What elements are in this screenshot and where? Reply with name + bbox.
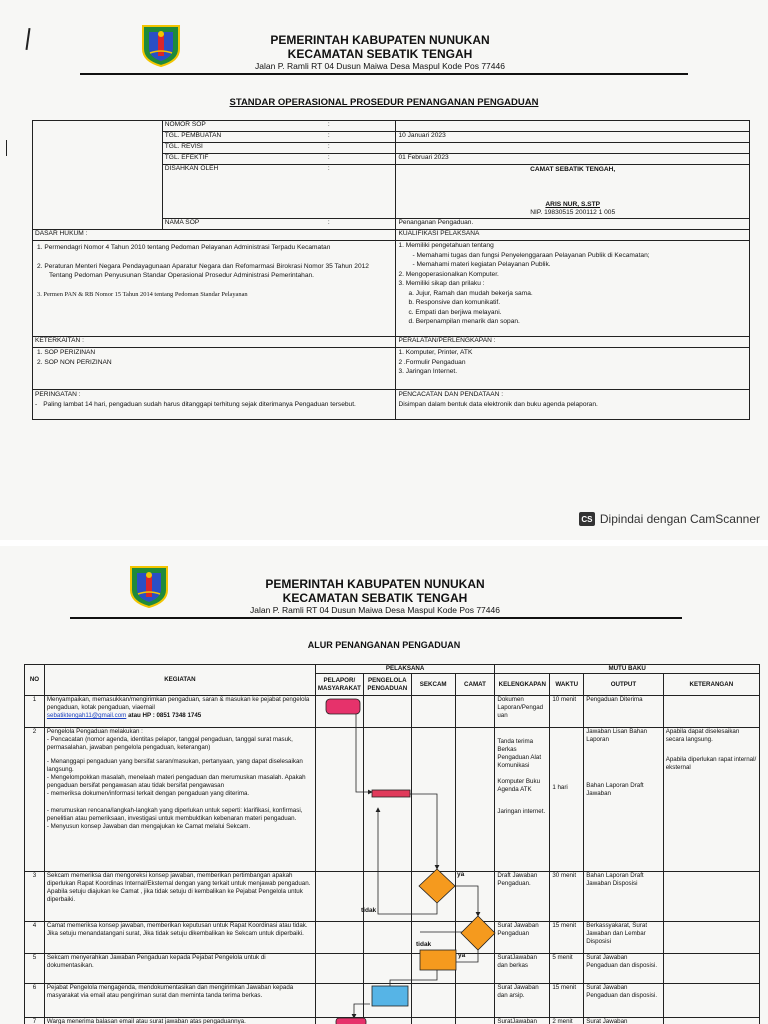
flow-label-ya: ya	[457, 871, 465, 878]
camat-title: CAMAT SEBATIK TENGAH,	[530, 166, 616, 173]
email-link[interactable]: sebatiktengah11@gmail.com	[46, 712, 127, 720]
kualifikasi-item: c. Empati dan berjiwa melayani.	[408, 308, 502, 316]
row-kelengkapan: SuratJawaban	[495, 1018, 550, 1024]
row-kelengkapan: Dokumen Laporan/Pengad uan	[495, 696, 550, 728]
dasar-hukum-item: 2. Peraturan Menteri Negara Pendayagunaan Aparatur Negara dan Refomarmasi Birokrasi Nomor 35 Tahun 2012 Tentang Pedoman Penyusunan Standar Operasional Prosedur Administrasi Pemerintahan.	[37, 262, 369, 280]
row-output: Surat Jawaban	[584, 1018, 664, 1024]
nama-sop-label: NAMA SOP	[162, 219, 262, 230]
colon: :	[262, 219, 396, 230]
tgl-revisi-label: TGL. REVISI	[162, 143, 262, 154]
disahkan-label: DISAHKAN OLEH	[162, 165, 262, 219]
header-address: Jalan P. Ramli RT 04 Dusun Maiwa Desa Maspul Kode Pos 77446	[250, 605, 500, 615]
row-no: 1	[25, 696, 45, 728]
dasar-hukum-item: 1. Permendagri Nomor 4 Tahun 2010 tentang Pedoman Pelayanan Administrasi Terpadu Kecamatan	[37, 244, 331, 251]
col-output: OUTPUT	[584, 674, 664, 696]
header-line2: KECAMATAN SEBATIK TENGAH	[287, 47, 473, 61]
keterangan-a: Apabila dapat diselesaikan secara langsung.	[665, 728, 740, 744]
camat-name: ARIS NUR, S.STP	[545, 201, 601, 209]
kualifikasi-list	[396, 241, 750, 337]
row-kegiatan: Pejabat Pengelola mengagenda, mendokumentasikan dan mengirimkan Jawaban kepada masyarakat via email atau pengiriman surat dan meminta tanda terima berkas.	[44, 984, 315, 1018]
row-output: Pengaduan Diterima	[584, 696, 664, 728]
kualifikasi-item: a. Jujur, Ramah dan mudah bekerja sama.	[408, 289, 533, 297]
row-no: 4	[25, 922, 45, 954]
phone-text: atau HP : 0851 7348 1745	[126, 712, 202, 720]
colon: :	[262, 154, 396, 165]
col-kegiatan: KEGIATAN	[44, 665, 315, 696]
camscanner-logo-icon: CS	[579, 512, 595, 526]
row-waktu: 5 menit	[550, 954, 584, 984]
row-no: 5	[25, 954, 45, 984]
col-sekcam: SEKCAM	[411, 674, 455, 696]
colon: :	[262, 143, 396, 154]
row-waktu: 15 menit	[550, 984, 584, 1018]
waktu-value: 1 hari	[552, 784, 568, 791]
process-box-sekcam	[420, 950, 456, 970]
nomor-value	[396, 121, 750, 132]
colon: :	[262, 165, 396, 219]
dasar-hukum-item: 3. Permen PAN & RB Nomor 15 Tahun 2014 tentang Pedoman Standar Pelayanan	[37, 290, 248, 298]
kelengkapan-c: Jaringan internet.	[497, 808, 546, 816]
output-a: Jawaban Lisan Bahan Laporan	[586, 728, 648, 744]
peralatan-item: 1. Komputer, Printer, ATK	[398, 349, 473, 356]
keterangan-b: Apabila diperlukan rapat internal/ eksternal	[665, 756, 757, 772]
decision-sekcam	[419, 869, 455, 903]
keterkaitan-item: 2. SOP NON PERIZINAN	[37, 358, 112, 366]
peringatan-label: PERINGATAN :	[35, 391, 81, 398]
kualifikasi-item: - Memahami tugas dan fungsi Penyelenggaraan Pelayanan Publik di Kecamatan;	[412, 251, 650, 259]
col-pelaksana: PELAKSANA	[315, 665, 494, 674]
row-kegiatan-text: Menyampaikan, memasukkan/mengirimkan pengaduan, saran & masukan ke pejabat pengelola pengaduan, kotak pengaduan, viaemail	[46, 696, 310, 712]
scan-mark	[25, 28, 30, 50]
row-kegiatan-line: - merumuskan rencana/langkah-langkah yang diperlukan untuk seperti: klarifikasi, konfirmasi, penelitian atau pemeriksaan, investigasi untuk membuktikan kebenaran materi pengaduan.	[46, 806, 303, 822]
sop-title: STANDAR OPERASIONAL PROSEDUR PENANGANAN PENGADUAN	[229, 97, 539, 108]
tgl-pembuatan-label: TGL. PEMBUATAN	[162, 132, 262, 143]
row-waktu: 15 menit	[550, 922, 584, 954]
kualifikasi-item: b. Responsive dan komunikatif.	[408, 299, 501, 307]
row-output: Surat Jawaban Pengaduan dan disposisi.	[584, 984, 664, 1018]
keterkaitan-label: KETERKAITAN :	[33, 337, 396, 348]
row-no: 3	[25, 872, 45, 922]
colon: :	[262, 132, 396, 143]
alur-page	[0, 546, 768, 1024]
output-b: Bahan Laporan Draft Jawaban	[586, 782, 644, 798]
row-kegiatan: Warga menerima balasan email atau surat jawaban atas pengaduannya.	[44, 1018, 315, 1024]
kelengkapan-a: Tanda terima Berkas Pengaduan Alat Komunikasi	[497, 738, 542, 770]
col-camat: CAMAT	[455, 674, 495, 696]
row-kelengkapan: Surat Jawaban dan arsip.	[495, 984, 550, 1018]
col-kelengkapan: KELENGKAPAN	[495, 674, 550, 696]
row-kegiatan: Sekcam memeriksa dan mengoreksi konsep jawaban, memberikan pertimbangan apakah diperlukan Rapat Koordinas Internal/Eksternal dengan yang terkait untuk menjawab pengaduan. Apabila setuju diajukan ke Camat , jika tidak setuju di kembalikan ke Pejabat Pengelola untuk diperbaiki.	[44, 872, 315, 922]
kualifikasi-label: KUALIFIKASI PELAKSANA	[396, 230, 750, 241]
header-line1: PEMERINTAH KABUPATEN NUNUKAN	[270, 33, 490, 47]
col-no: NO	[25, 665, 45, 696]
kelengkapan-b: Komputer Buku Agenda ATK	[497, 778, 541, 794]
keterkaitan-item: 1. SOP PERIZINAN	[37, 349, 96, 356]
peringatan-text: Paling lambat 14 hari, pengaduan sudah harus ditanggapi terhitung sejak diterimanya Pengaduan tersebut.	[43, 400, 356, 408]
col-pengelola: PENGELOLA PENGADUAN	[363, 674, 411, 696]
header-address: Jalan P. Ramli RT 04 Dusun Maiwa Desa Maspul Kode Pos 77446	[255, 61, 505, 71]
dasar-hukum-label: DASAR HUKUM :	[33, 230, 396, 241]
regency-emblem-icon	[140, 23, 182, 67]
row-output: Surat Jawaban Pengaduan dan disposisi.	[584, 954, 664, 984]
camscanner-label: Dipindai dengan CamScanner	[599, 512, 760, 526]
camscanner-watermark	[579, 512, 760, 526]
row-kegiatan-line: - Mengelompokkan masalah, menelaah materi pengaduan dan merumuskan masalah. Apakah pengaduan bersifat pengawasan atau tidak bersifat pengawasan	[46, 774, 306, 790]
row-output: Bahan Laporan Draft Jawaban Disposisi	[584, 872, 664, 922]
kualifikasi-item: 2. Mengoperasionalkan Komputer.	[398, 270, 499, 278]
nomor-label: NOMOR SOP	[162, 121, 262, 132]
row-no: 6	[25, 984, 45, 1018]
kualifikasi-item: d. Berpenampilan menarik dan sopan.	[408, 318, 520, 326]
decision-camat	[461, 916, 495, 950]
scan-mark	[6, 140, 7, 156]
row-kelengkapan: Surat Jawaban Pengaduan	[495, 922, 550, 954]
header-line2: KECAMATAN SEBATIK TENGAH	[282, 591, 468, 605]
row-kegiatan-line: - Menanggapi pengaduan yang bersifat saran/masukan, pertanyaan, yang dapat diselesaikan langsung.	[46, 758, 303, 774]
row-waktu: 30 menit	[550, 872, 584, 922]
row-no: 2	[25, 728, 45, 872]
peralatan-label: PERALATAN/PERLENGKAPAN :	[396, 337, 750, 348]
dasar-hukum-list	[33, 241, 396, 337]
sop-info-table	[32, 120, 750, 420]
peralatan-list	[396, 348, 750, 390]
start-terminator	[326, 699, 360, 714]
flow-label-ya: ya	[458, 952, 466, 959]
peralatan-item: 2 .Formulir Pengaduan	[398, 358, 466, 366]
nama-sop-value: Penanganan Pengaduan.	[396, 219, 750, 230]
header-line1: PEMERINTAH KABUPATEN NUNUKAN	[265, 577, 485, 591]
flow-label-tidak: tidak	[361, 907, 377, 914]
pencacatan-text: Disimpan dalam bentuk data elektronik dan buku agenda pelaporan.	[398, 400, 598, 408]
pencacatan-label: PENCACATAN DAN PENDATAAN :	[398, 391, 504, 398]
row-kegiatan-line: - memeriksa dokumen/informasi terkait dengan pengaduan yang diterima.	[46, 790, 250, 798]
flow-label-tidak: tidak	[416, 941, 432, 948]
row-kegiatan: Sekcam menyerahkan Jawaban Pengaduan kepada Pejabat Pengelola untuk di dokumentasikan.	[44, 954, 315, 984]
row-waktu: 10 menit	[550, 696, 584, 728]
kualifikasi-item: 1. Memiliki pengetahuan tentang	[398, 242, 494, 249]
keterkaitan-list	[33, 348, 396, 390]
kualifikasi-item: - Memahami materi kegiatan Pelayanan Publik.	[412, 261, 551, 269]
camat-nip: NIP. 19830515 200112 1 005	[530, 209, 616, 217]
row-output: Berkassyakarat, Surat Jawaban dan Lembar Disposisi	[584, 922, 664, 954]
tgl-efektif-label: TGL. EFEKTIF	[162, 154, 262, 165]
colon: :	[262, 121, 396, 132]
alur-title: ALUR PENANGANAN PENGADUAN	[307, 640, 461, 650]
peringatan-item	[35, 400, 393, 410]
kualifikasi-item: 3. Memiliki sikap dan prilaku :	[398, 280, 485, 288]
tgl-revisi-value	[396, 143, 750, 154]
row-waktu: 2 menit	[550, 1018, 584, 1024]
header-rule	[80, 73, 688, 75]
flowchart-overlay	[0, 546, 768, 1024]
col-pelapor: PELAPOR/ MASYARAKAT	[315, 674, 363, 696]
document-box	[372, 986, 408, 1006]
pencacatan-cell	[396, 390, 750, 420]
row-kegiatan: Camat memeriksa konsep jawaban, memberikan keputusan untuk Rapat Koordinasi atau tidak. Jika setuju menandatangani surat, Jika tidak setuju dikembalikan ke Sekcam untuk diperbaiki.	[44, 922, 315, 954]
peringatan-dash: -	[35, 400, 38, 408]
col-keterangan: KETERANGAN	[663, 674, 759, 696]
col-mutu: MUTU BAKU	[495, 665, 760, 674]
peringatan-cell	[33, 390, 396, 420]
col-waktu: WAKTU	[550, 674, 584, 696]
tgl-efektif-value: 01 Februari 2023	[396, 154, 750, 165]
blank-cell	[33, 121, 163, 230]
row-kelengkapan: Draft Jawaban Pengaduan.	[495, 872, 550, 922]
row-kegiatan-line: - Menyusun konsep Jawaban dan mengajukan ke Camat melalui Sekcam.	[46, 822, 251, 830]
process-box-pengelola	[372, 790, 410, 797]
end-terminator	[336, 1018, 366, 1024]
row-kegiatan-line: Pengelola Pengaduan melakukan :	[46, 728, 143, 735]
row-kegiatan-line: - Pencacatan (nomor agenda, identitas pelapor, tanggal pengaduan, tanggal surat masuk, permasalahan, jawaban pengelola pengaduan, keterangan)	[46, 736, 293, 752]
approval-cell	[396, 165, 750, 219]
row-no: 7	[25, 1018, 45, 1024]
tgl-pembuatan-value: 10 Januari 2023	[396, 132, 750, 143]
row-kelengkapan: SuratJawaban dan berkas	[495, 954, 550, 984]
peralatan-item: 3. Jaringan Internet.	[398, 368, 458, 376]
